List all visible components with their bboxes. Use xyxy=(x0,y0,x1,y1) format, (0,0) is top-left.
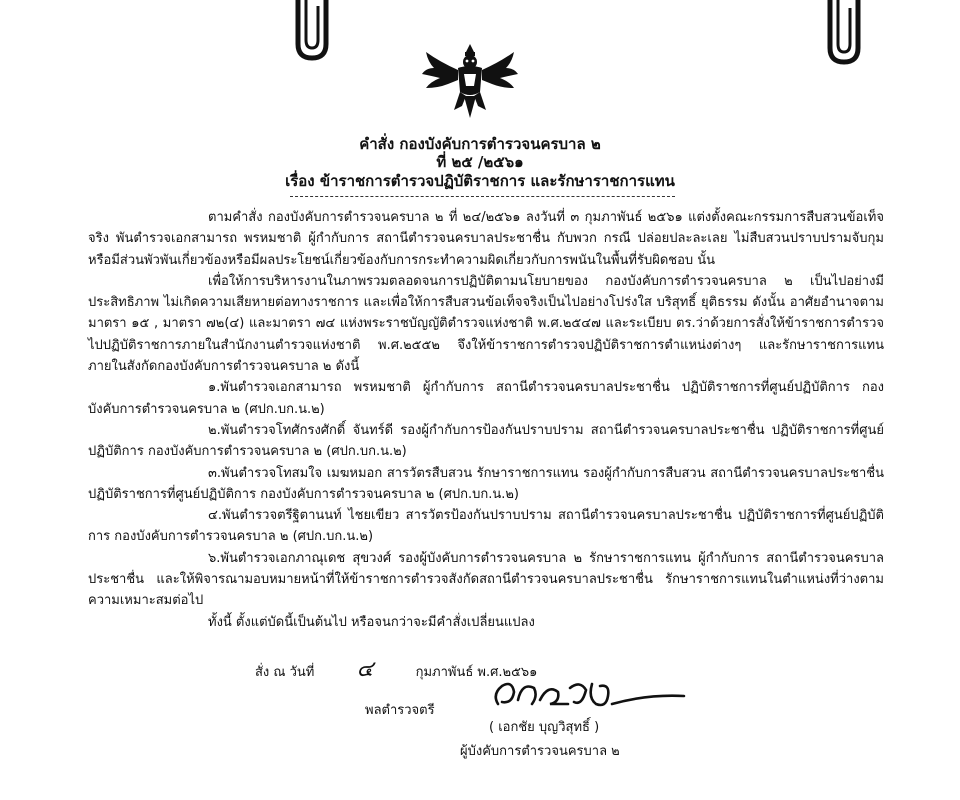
closing-statement: ทั้งนี้ ตั้งแต่บัดนี้เป็นต้นไป หรือจนกว่าจะมีคำสั่งเปลี่ยนแปลง xyxy=(208,614,535,630)
order-subject: เรื่อง ข้าราชการตำรวจปฏิบัติราชการ และรักษาราชการแทน xyxy=(285,172,675,190)
paper-clip-icon xyxy=(292,0,332,62)
signer-title: ผู้บังคับการตำรวจนครบาล ๒ xyxy=(460,744,620,759)
paper-clip-icon xyxy=(822,0,867,66)
list-item: ๓.พันตำรวจโทสมใจ เมฆหมอก สารวัตรสืบสวน รักษาราชการแทน รองผู้กำกับการสืบสวน สถานีตำรวจนครบาลประชาชื่น ปฏิบัติราชการที่ศูนย์ปฏิบัติการ กองบังคับการตำรวจนครบาล ๒ (ศปก.บก.น.๒) xyxy=(88,465,884,502)
date-suffix: กุมภาพันธ์ พ.ศ.๒๕๖๑ xyxy=(415,665,538,680)
document-body xyxy=(88,207,884,633)
order-number: ที่ ๒๕ /๒๕๖๑ xyxy=(436,153,524,171)
paragraph-authority: เพื่อให้การบริหารงานในภาพรวมตลอดจนการปฏิบัติตามนโยบายของ กองบังคับการตำรวจนครบาล ๒ เป็นไปอย่างมีประสิทธิภาพ ไม่เกิดความเสียหายต่อทางราชการ และเพื่อให้การสืบสวนข้อเท็จจริงเป็นไปอย่างโปร่งใส บริสุทธิ์ ยุติธรรม ดังนั้น อาศัยอำนาจตามมาตรา ๑๕ , มาตรา ๗๒(๔) และมาตรา ๗๔ แห่งพระราชบัญญัติตำรวจแห่งชาติ พ.ศ.๒๕๔๗ และระเบียบ ตร.ว่าด้วยการสั่งให้ข้าราชการตำรวจไปปฏิบัติราชการภายในสำนักงานตำรวจแห่งชาติ พ.ศ.๒๕๕๒ จึงให้ข้าราชการตำรวจปฏิบัติราชการตำแหน่งต่างๆ และรักษาราชการแทน ภายในสังกัดกองบังคับการตำรวจนครบาล ๒ ดังนี้ xyxy=(88,273,884,375)
list-item: ๔.พันตำรวจตรีฐิตานนท์ ไชยเขียว สารวัตรป้องกันปราบปราม สถานีตำรวจนครบาลประชาชื่น ปฏิบัติราชการที่ศูนย์ปฏิบัติการ กองบังคับการตำรวจนครบาล ๒ (ศปก.บก.น.๒) xyxy=(88,508,884,545)
list-item: ๖.พันตำรวจเอกภาณุเดช สุขวงศ์ รองผู้บังคับการตำรวจนครบาล ๒ รักษาราชการแทน ผู้กำกับการ สถานีตำรวจนครบาลประชาชื่น และให้พิจารณามอบหมายหน้าที่ให้ข้าราชการตำรวจสังกัดสถานีตำรวจนครบาลประชาชื่น รักษาราชการแทนในตำแหน่งที่ว่างตามความเหมาะสมต่อไป xyxy=(88,550,884,609)
signer-name: ( เอกชัย บุญวิสุทธิ์ ) xyxy=(489,720,600,735)
order-issuer: คำสั่ง กองบังคับการตำรวจนครบาล ๒ xyxy=(359,135,601,153)
date-day: ๔ xyxy=(356,657,374,682)
list-item: ๒.พันตำรวจโทศักรงศักดิ์ จันทร์ดี รองผู้กำกับการป้องกันปราบปราม สถานีตำรวจนครบาลประชาชื่น ปฏิบัติราชการที่ศูนย์ปฏิบัติการ กองบังคับการตำรวจนครบาล ๒ (ศปก.บก.น.๒) xyxy=(88,422,884,460)
paragraph-reference: ตามคำสั่ง กองบังคับการตำรวจนครบาล ๒ ที่ ๒๔/๒๕๖๑ ลงวันที่ ๓ กุมภาพันธ์ ๒๕๖๑ แต่งตั้งคณะกรรมการสืบสวนข้อเท็จจริง พันตำรวจเอกสามารถ พรหมชาติ ผู้กำกับการ สถานีตำรวจนครบาลประชาชื่น กับพวก กรณี ปล่อยปละละเลย ไม่สืบสวนปราบปรามจับกุม หรือมีส่วนพัวพันเกี่ยวข้องหรือมีผลประโยชน์เกี่ยวข้องกับการกระทำความผิดเกี่ยวกับการพนันในพื้นที่รับผิดชอบ นั้น xyxy=(88,210,884,268)
list-item: ๑.พันตำรวจเอกสามารถ พรหมชาติ ผู้กำกับการ สถานีตำรวจนครบาลประชาชื่น ปฏิบัติราชการที่ศูนย์ปฏิบัติการ กองบังคับการตำรวจนครบาล ๒ (ศปก.บก.น.๒) xyxy=(88,380,884,417)
handwritten-signature xyxy=(488,674,688,716)
garuda-emblem-icon xyxy=(420,40,520,122)
signer-rank: พลตำรวจตรี xyxy=(365,703,435,718)
divider xyxy=(290,196,675,197)
date-prefix: สั่ง ณ วันที่ xyxy=(255,665,315,680)
